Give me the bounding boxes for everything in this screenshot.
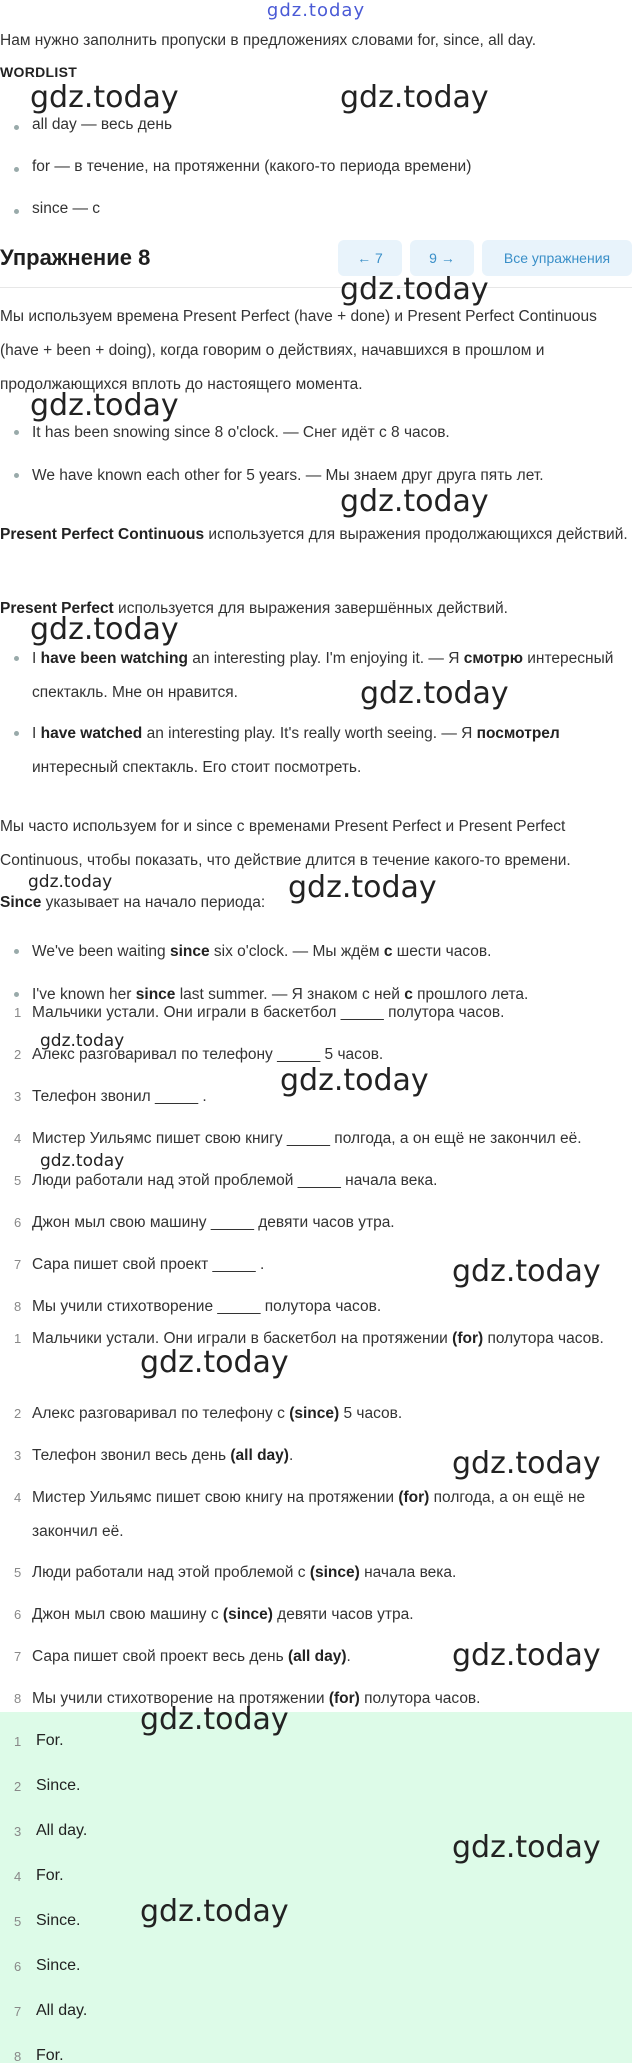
watermark: gdz.today: [140, 1345, 289, 1380]
watermark: gdz.today: [140, 1702, 289, 1737]
exercise-title: Упражнение 8: [0, 245, 151, 270]
answers-box: 1 For. 2 Since. 3 All day. 4 For. 5 Since. 6 Since. 7 All day. 8 For.: [0, 1712, 632, 2063]
theory-paragraph: Мы используем времена Present Perfect (have + done) и Present Perfect Continuous (have + been + doing), когда говорим о действиях, начавшихся в прошлом и продолжающихся вплоть до настоящего момента.: [0, 308, 597, 393]
theory-paragraph: Present Perfect Continuous используется для выражения продолжающихся действий.: [0, 526, 628, 543]
bullet-icon: [14, 949, 19, 954]
watermark: gdz.today: [40, 1031, 125, 1051]
watermark: gdz.today: [340, 272, 489, 307]
watermark: gdz.today: [140, 1894, 289, 1929]
intro-text: Нам нужно заполнить пропуски в предложениях словами for, since, all day.: [0, 32, 537, 49]
prev-exercise-button[interactable]: ← 7: [338, 240, 402, 276]
theory-paragraph: Мы часто используем for и since с временами Present Perfect и Present Perfect Continuous, чтобы показать, что действие длится в течение какого-то времени.: [0, 818, 571, 869]
theory-example: I've known her since last summer. — Я знаком с ней с прошлого лета.: [0, 978, 632, 992]
watermark: gdz.today: [452, 1830, 601, 1865]
bullet-icon: [14, 125, 19, 130]
watermark: gdz.today: [28, 872, 113, 892]
watermark: gdz.today: [340, 484, 489, 519]
next-exercise-button[interactable]: 9 →: [410, 240, 474, 276]
bullet-icon: [14, 731, 19, 736]
wordlist-heading: WORDLIST: [0, 64, 78, 80]
watermark: gdz.today: [288, 870, 437, 905]
watermark: gdz.today: [452, 1254, 601, 1289]
watermark: gdz.today: [40, 1151, 125, 1171]
watermark: gdz.today: [30, 388, 179, 423]
bullet-icon: [14, 656, 19, 661]
watermark: gdz.today: [30, 612, 179, 647]
watermark: gdz.today: [360, 676, 509, 711]
bullet-icon: [14, 167, 19, 172]
theory-paragraph: Since указывает на начало периода:: [0, 894, 266, 911]
divider: [0, 287, 632, 288]
bullet-icon: [14, 209, 19, 214]
watermark: gdz.today: [30, 80, 179, 115]
watermark: gdz.today: [452, 1446, 601, 1481]
all-exercises-button[interactable]: Все упражнения: [482, 240, 632, 276]
watermark: gdz.today: [340, 80, 489, 115]
theory-paragraph: Present Perfect используется для выражения завершённых действий.: [0, 600, 508, 617]
top-logo-mark: gdz.today: [266, 0, 366, 21]
bullet-icon: [14, 473, 19, 478]
watermark: gdz.today: [452, 1638, 601, 1673]
watermark: gdz.today: [280, 1063, 429, 1098]
bullet-icon: [14, 430, 19, 435]
